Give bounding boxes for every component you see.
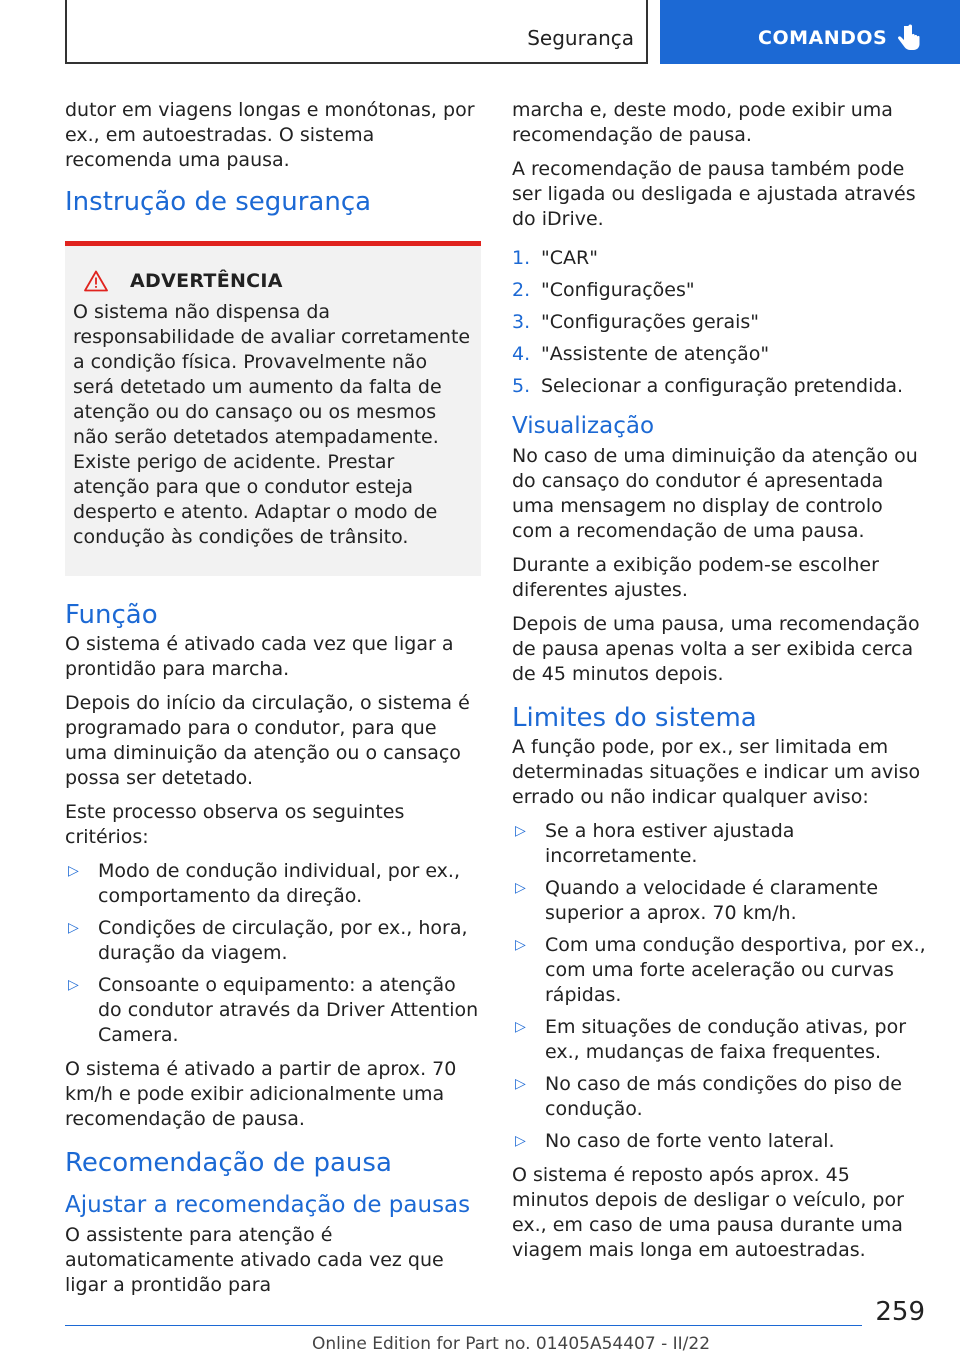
step-text: "CAR": [541, 247, 598, 269]
list-item: [512, 819, 928, 869]
list-item-text: Consoante o equipamento: a atenção do condutor através da Driver Attention Camera.: [98, 974, 479, 1046]
bullet-triangle-icon: ▷: [515, 823, 526, 839]
safety-heading: Instrução de segurança: [65, 187, 372, 217]
list-item: [65, 973, 481, 1048]
warning-title: ADVERTÊNCIA: [130, 270, 283, 292]
step-text: Selecionar a configuração pretendida.: [541, 375, 904, 397]
pause-heading: Recomendação de pausa: [65, 1148, 392, 1178]
continued-paragraph: marcha e, deste modo, pode exibir uma recomendação de pausa.: [512, 99, 893, 146]
steps-list: [512, 246, 928, 399]
limits-list: [512, 819, 928, 1154]
list-item-text: No caso de forte vento lateral.: [545, 1130, 835, 1152]
bullet-triangle-icon: ▷: [68, 977, 79, 993]
step-number: 3.: [512, 311, 531, 333]
list-item: [65, 859, 481, 909]
warning-triangle-icon: [84, 270, 108, 292]
list-item: [512, 246, 928, 271]
hand-pointer-icon: [896, 24, 922, 54]
limits-paragraph-2: O sistema é reposto após aprox. 45 minutos depois de desligar o veículo, por ex., em caso de uma pausa durante uma viagem mais longa em autoestradas.: [512, 1164, 904, 1261]
adjust-paragraph-1: O assistente para atenção é automaticamente ativado cada vez que ligar a prontidão para: [65, 1224, 444, 1296]
header-chapter-tab[interactable]: [660, 0, 960, 64]
limits-heading: Limites do sistema: [512, 703, 757, 733]
adjust-paragraph-2: A recomendação de pausa também pode ser ligada ou desligada e ajustada através do iDrive.: [512, 158, 916, 230]
step-number: 1.: [512, 247, 531, 269]
list-item-text: Condições de circulação, por ex., hora, duração da viagem.: [98, 917, 468, 964]
criteria-list: [65, 859, 481, 1048]
display-heading: Visualização: [512, 413, 655, 439]
bullet-triangle-icon: ▷: [515, 1019, 526, 1035]
warning-box: [65, 241, 481, 576]
bullet-triangle-icon: ▷: [68, 920, 79, 936]
bullet-triangle-icon: ▷: [515, 880, 526, 896]
edition-note: Online Edition for Part no. 01405A54407 - II/22: [312, 1334, 711, 1354]
function-paragraph-4: O sistema é ativado a partir de aprox. 70 km/h e pode exibir adicionalmente uma recomendação de pausa.: [65, 1058, 457, 1130]
warning-text: O sistema não dispensa da responsabilidade de avaliar corretamente a condição física. Provavelmente não será detetado um aumento da falta de atenção ou do cansaço ou os mesmos não serão detetados atempadamente. Existe perigo de acidente. Prestar atenção para que o condutor esteja desperto e atento. Adaptar o modo de condução às condições de trânsito.: [73, 301, 471, 548]
step-text: "Assistente de atenção": [541, 343, 770, 365]
section-title: Segurança: [527, 26, 634, 50]
list-item: [512, 374, 928, 399]
list-item-text: Quando a velocidade é claramente superior a aprox. 70 km/h.: [545, 877, 879, 924]
list-item-text: Em situações de condução ativas, por ex., mudanças de faixa frequentes.: [545, 1016, 907, 1063]
list-item: [512, 876, 928, 926]
chapter-title: COMANDOS: [758, 27, 888, 49]
limits-paragraph-1: A função pode, por ex., ser limitada em determinadas situações e indicar um aviso errado ou não indicar qualquer aviso:: [512, 736, 921, 808]
footer-divider: [65, 1325, 862, 1326]
list-item: [65, 916, 481, 966]
list-item: [512, 310, 928, 335]
list-item: [512, 342, 928, 367]
function-heading: Função: [65, 600, 158, 630]
bullet-triangle-icon: ▷: [515, 1133, 526, 1149]
bullet-triangle-icon: ▷: [515, 937, 526, 953]
function-paragraph-2: Depois do início da circulação, o sistema é programado para o condutor, para que uma diminuição da atenção ou o cansaço possa ser detetado.: [65, 692, 470, 789]
list-item: [512, 933, 928, 1008]
bullet-triangle-icon: ▷: [515, 1076, 526, 1092]
function-paragraph-1: O sistema é ativado cada vez que ligar a prontidão para marcha.: [65, 633, 454, 680]
step-number: 5.: [512, 375, 531, 397]
page-number: 259: [875, 1297, 925, 1327]
display-paragraph-1: No caso de uma diminuição da atenção ou do cansaço do condutor é apresentada uma mensagem no display de controlo com a recomendação de uma pausa.: [512, 445, 918, 542]
intro-paragraph: dutor em viagens longas e monótonas, por ex., em autoestradas. O sistema recomenda uma pausa.: [65, 99, 475, 171]
header-section-tab: [65, 0, 648, 64]
step-text: "Configurações": [541, 279, 695, 301]
list-item: [512, 1129, 928, 1154]
adjust-heading: Ajustar a recomendação de pausas: [65, 1192, 471, 1218]
display-paragraph-2: Durante a exibição podem-se escolher diferentes ajustes.: [512, 554, 879, 601]
step-text: "Configurações gerais": [541, 311, 760, 333]
step-number: 2.: [512, 279, 531, 301]
right-column: [512, 98, 928, 1272]
function-paragraph-3: Este processo observa os seguintes critérios:: [65, 801, 405, 848]
list-item-text: Com uma condução desportiva, por ex., com uma forte aceleração ou curvas rápidas.: [545, 934, 926, 1006]
list-item: [512, 1015, 928, 1065]
list-item-text: Modo de condução individual, por ex., comportamento da direção.: [98, 860, 461, 907]
list-item: [512, 278, 928, 303]
bullet-triangle-icon: ▷: [68, 863, 79, 879]
list-item-text: Se a hora estiver ajustada incorretamente.: [545, 820, 795, 867]
list-item: [512, 1072, 928, 1122]
step-number: 4.: [512, 343, 531, 365]
warning-header: [73, 270, 473, 292]
list-item-text: No caso de más condições do piso de condução.: [545, 1073, 902, 1120]
display-paragraph-3: Depois de uma pausa, uma recomendação de pausa apenas volta a ser exibida cerca de 45 minutos depois.: [512, 613, 920, 685]
left-column: [65, 98, 481, 1307]
